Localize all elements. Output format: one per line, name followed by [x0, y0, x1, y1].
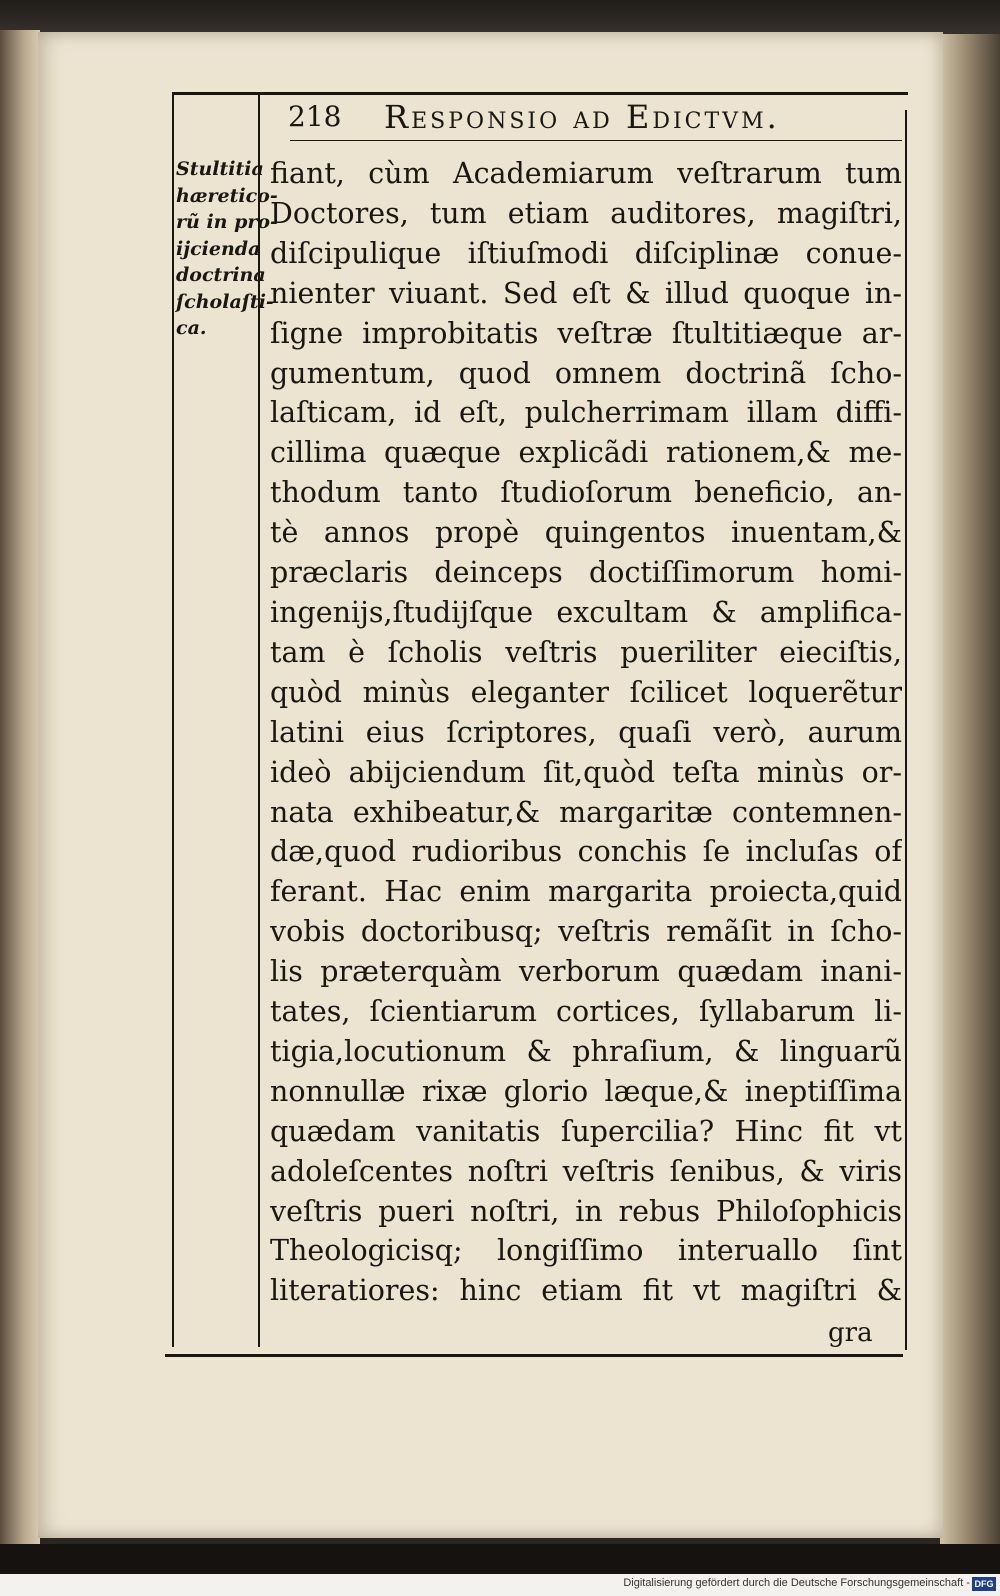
- text-line: fiant, cùm Academiarum veſtrarum tum: [270, 157, 902, 190]
- text-line: quòd minùs eleganter ſcilicet loquerẽtur: [270, 675, 902, 709]
- marginal-note-line: doctrina: [176, 264, 266, 286]
- marginal-note-line: Stultitia: [176, 158, 264, 180]
- text-line: laſticam, id eſt, pulcherrimam illam diffi-: [270, 396, 902, 430]
- text-line: thodum tanto ſtudioſorum beneficio, an-: [270, 476, 902, 510]
- text-line: latini eius ſcriptores, quaſi verò, aurum: [270, 715, 902, 749]
- marginal-note: [176, 156, 278, 342]
- page-stack-edge: [940, 34, 1000, 1554]
- bottom-rule: [165, 1354, 903, 1357]
- text-line: tigia,locutionum & phraſium, & linguarũ: [270, 1034, 902, 1068]
- facing-page-edge: [0, 30, 40, 1550]
- text-line: literatiores: hinc etiam fit vt magiſtri &: [270, 1274, 902, 1308]
- text-line: præclaris deinceps doctiſſimorum homi-: [270, 556, 902, 590]
- page-number: 218: [288, 100, 342, 133]
- catchword: gra: [828, 1318, 873, 1348]
- text-line: ſigne improbitatis veſtræ ſtultitiæque ar-: [270, 316, 902, 350]
- digitization-credit: Digitalisierung gefördert durch die Deutsche Forschungsgemeinschaft -: [623, 1577, 970, 1589]
- text-line: tè annos propè quingentos inuentam,&: [270, 516, 902, 550]
- text-line: ingenijs,ſtudijſque excultam & amplifica-: [270, 595, 902, 629]
- text-line: nata exhibeatur,& margaritæ contemnen-: [270, 795, 902, 829]
- text-line: dæ,quod rudioribus conchis ſe incluſas of: [270, 835, 902, 869]
- text-line: adoleſcentes noſtri veſtris ſenibus, & viris: [270, 1154, 902, 1188]
- body-text: [270, 154, 902, 1311]
- text-line: cillima quæque explicãdi rationem,& me-: [270, 436, 902, 470]
- text-line: gumentum, quod omnem doctrinã ſcho-: [270, 356, 902, 390]
- text-line: diſcipulique iſtiuſmodi diſciplinæ conue-: [270, 236, 902, 270]
- marginal-note-line: ijcienda: [176, 237, 261, 260]
- text-line: tates, ſcientiarum cortices, ſyllabarum li-: [270, 995, 902, 1029]
- text-line: nienter viuant. Sed eſt & illud quoque in-: [270, 276, 902, 310]
- marginal-note-line: ſcholaſti-: [176, 290, 274, 313]
- marginal-note-line: rũ in pro-: [176, 211, 278, 233]
- dfg-logo: DFG: [972, 1577, 996, 1591]
- text-line: quædam vanitatis ſupercilia? Hinc fit vt: [270, 1114, 902, 1148]
- running-head: Responsio ad Edictvm.: [384, 98, 780, 136]
- text-line: Theologicisq; longiſſimo interuallo ſint: [270, 1234, 902, 1268]
- text-line: tam è ſcholis veſtris pueriliter eieciſtis,: [270, 635, 902, 669]
- marginal-note-line: hæretico-: [176, 184, 278, 207]
- scan-background-bottom: [0, 1544, 1000, 1574]
- text-line: vobis doctoribusq; veſtris remãſit in ſcho-: [270, 915, 902, 949]
- header-rule: [290, 140, 902, 141]
- text-line: nonnullæ rixæ glorio læque,& ineptiſſima: [270, 1074, 902, 1108]
- right-frame-rule: [905, 110, 907, 1350]
- left-frame-rule: [172, 95, 174, 1347]
- text-line: veſtris pueri noſtri, in rebus Philoſophicis: [270, 1194, 902, 1228]
- marginal-note-line: ca.: [176, 317, 207, 339]
- text-line: lis præterquàm verborum quædam inani-: [270, 955, 902, 989]
- top-rule: [172, 92, 908, 95]
- text-line: ferant. Hac enim margarita proiecta,quid: [270, 875, 902, 909]
- text-line: ideò abijciendum ſit,quòd teſta minùs or-: [270, 755, 902, 789]
- text-line: Doctores, tum etiam auditores, magiſtri,: [270, 196, 902, 230]
